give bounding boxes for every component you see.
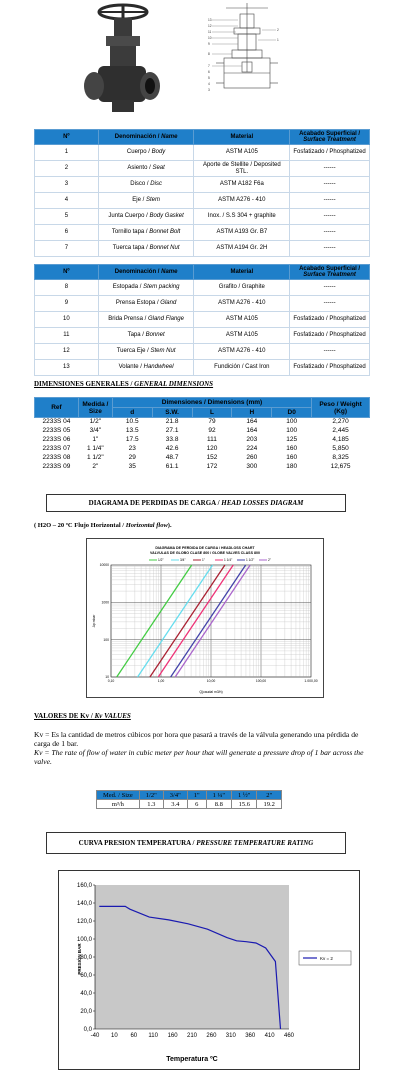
cell-no: 5	[35, 209, 99, 225]
table-row	[35, 241, 370, 257]
cell-material: ASTM A182 F6a	[194, 177, 290, 193]
cell-surface: Fosfatizado / Phosphatized	[290, 328, 370, 344]
cell-material: Fundición / Cast Iron	[194, 360, 290, 376]
table-cell: 3/4"	[89, 426, 102, 434]
kv-value-cell: 19.2	[257, 800, 281, 809]
drawing-number: 2	[277, 28, 279, 32]
x-tick-label: 360	[245, 1033, 256, 1039]
table-row	[35, 418, 370, 427]
cell-surface: ------	[290, 209, 370, 225]
cell-name: Asiento / Seat	[98, 161, 194, 177]
cell-material: ASTM A276 - 410	[194, 193, 290, 209]
col-header-sw: S.W.	[152, 408, 192, 418]
cell-surface: ------	[290, 161, 370, 177]
cell-no: 11	[35, 328, 99, 344]
y-tick-label: 10000	[99, 563, 109, 568]
col-header-surface: Acabado Superficial / Surface Treatment	[290, 130, 370, 145]
cell-name: Cuerpo / Body	[98, 145, 194, 161]
y-tick-label: 40,0	[80, 991, 92, 997]
x-tick-label: 60	[130, 1033, 138, 1039]
table-cell: 1 1/2"	[86, 453, 104, 461]
table-cell: 111	[207, 435, 217, 443]
table-cell: 92	[208, 426, 216, 434]
cell-material: ASTM A105	[194, 145, 290, 161]
cell-material: ASTM A105	[194, 312, 290, 328]
table-cell: 48.7	[165, 453, 179, 461]
drawing-number: 5	[208, 76, 210, 80]
x-tick-label: 10	[111, 1033, 118, 1039]
drawing-number: 10	[208, 36, 212, 40]
table-cell: 300	[246, 462, 258, 470]
legend-label: 3/4"	[180, 558, 186, 563]
table-row	[35, 209, 370, 225]
cell-material: Aporte de Stellite / Deposited STL.	[194, 161, 290, 177]
table-row	[35, 177, 370, 193]
table-cell: 164	[246, 418, 258, 425]
kv-header-cell: 1 ¼"	[206, 791, 231, 800]
cell-material: Inox. / S.S 304 + graphite	[194, 209, 290, 225]
table-cell: 61.1	[165, 462, 179, 470]
x-tick-label: 310	[225, 1033, 236, 1039]
table-cell: 180	[286, 462, 298, 470]
col-header-name: Denominación / Name	[98, 265, 194, 280]
table-row	[35, 328, 370, 344]
table-cell: 120	[206, 444, 218, 452]
table-cell: 260	[246, 453, 258, 461]
table-cell: 100	[286, 418, 298, 425]
table-cell: 125	[286, 435, 298, 443]
kv-value-row	[97, 800, 282, 809]
cell-material: ASTM A194 Gr. 2H	[194, 241, 290, 257]
legend-label: 2"	[268, 558, 271, 563]
cell-name: Tuerca Eje / Stem Nut	[98, 344, 194, 360]
cell-surface: ------	[290, 193, 370, 209]
drawing-number: 6	[208, 70, 210, 74]
table-cell: 2,445	[332, 426, 349, 434]
drawing-number: 13	[208, 18, 212, 22]
table-cell: 2233S 08	[42, 453, 71, 461]
cell-name: Disco / Disc	[98, 177, 194, 193]
kv-definition-es: Kv = Es la cantidad de metros cúbicos por hora que pasará a través de la válvula generando una pérdida de carga de 1 bar.	[34, 730, 359, 748]
col-header-size: Medida / Size	[78, 398, 112, 418]
x-tick-label: 460	[283, 1033, 295, 1039]
table-row	[35, 360, 370, 376]
cell-no: 4	[35, 193, 99, 209]
cell-no: 1	[35, 145, 99, 161]
col-header-material: Material	[194, 130, 290, 145]
table-cell: 2"	[92, 462, 99, 470]
x-tick-label: 1,00	[157, 679, 165, 683]
legend-label: 1 1/4"	[224, 558, 233, 563]
col-header-name: Denominación / Name	[98, 130, 194, 145]
legend-label: 1/2"	[158, 558, 164, 563]
cell-name: Prensa Estopa / Gland	[98, 296, 194, 312]
cell-name: Eje / Stem	[98, 193, 194, 209]
col-header-dimensions: Dimensiones / Dimensions (mm)	[112, 398, 311, 408]
table-cell: 79	[208, 418, 216, 425]
valve-photo	[76, 0, 164, 118]
x-tick-label: 410	[264, 1033, 275, 1039]
cell-material: ASTM A193 Gr. B7	[194, 225, 290, 241]
table-cell: 29	[128, 453, 136, 461]
pt-chart	[58, 870, 360, 1070]
table-row	[35, 193, 370, 209]
x-tick-label: 0,10	[107, 679, 115, 683]
x-tick-label: -40	[90, 1033, 100, 1039]
table-cell: 2,270	[332, 418, 349, 425]
y-tick-label: 160,0	[76, 883, 92, 889]
cell-surface: Fosfatizado / Phosphatized	[290, 145, 370, 161]
table-row	[35, 445, 370, 454]
kv-header-cell: 3/4"	[163, 791, 187, 800]
kv-heading: VALORES DE Kv / Kv VALUES	[34, 712, 131, 720]
cell-no: 9	[35, 296, 99, 312]
table-cell: 23	[128, 444, 136, 452]
x-tick-label: 160	[167, 1033, 178, 1039]
dimensions-table	[34, 397, 370, 472]
table-cell: 17.5	[125, 435, 139, 443]
y-tick-label: 0,0	[83, 1027, 92, 1033]
table-cell: 152	[206, 453, 218, 461]
table-cell: 12,675	[330, 462, 351, 470]
cell-no: 3	[35, 177, 99, 193]
table-cell: 35	[128, 462, 136, 470]
x-tick-label: 100,00	[255, 679, 267, 683]
table-cell: 1/2"	[89, 418, 102, 425]
cell-surface: ------	[290, 344, 370, 360]
dimensions-heading: DIMENSIONES GENERALES / GENERAL DIMENSIONS	[34, 380, 214, 388]
cell-name: Tuerca tapa / Bonnet Nut	[98, 241, 194, 257]
series-line	[175, 565, 250, 677]
cell-name: Estopada / Stem packing	[98, 280, 194, 296]
cell-no: 8	[35, 280, 99, 296]
col-header-ref: Ref	[35, 398, 79, 418]
cell-name: Volante / Handwheel	[98, 360, 194, 376]
cell-surface: Fosfatizado / Phosphatized	[290, 360, 370, 376]
cell-no: 10	[35, 312, 99, 328]
kv-value-cell: 15.6	[232, 800, 257, 809]
table-row	[35, 427, 370, 436]
drawing-number: 1	[277, 38, 279, 42]
table-row	[35, 296, 370, 312]
col-header-l: L	[192, 408, 232, 418]
series-line	[158, 565, 233, 677]
x-tick-label: 210	[186, 1033, 198, 1039]
x-tick-label: 10,00	[206, 679, 216, 683]
pt-legend-label: Kv = 2	[320, 956, 333, 961]
cell-material: ASTM A276 - 410	[194, 296, 290, 312]
table-row	[35, 463, 370, 472]
kv-table	[96, 790, 282, 809]
pt-xlabel: Temperatura ºC	[166, 1056, 218, 1063]
table-row	[35, 145, 370, 161]
series-line	[171, 565, 246, 677]
table-cell: 5,850	[332, 444, 349, 452]
cell-surface: ------	[290, 280, 370, 296]
legend-label: 1"	[202, 558, 205, 563]
col-header-weight: Peso / Weight (Kg)	[312, 398, 370, 418]
table-cell: 2233S 06	[42, 435, 71, 443]
cell-material: ASTM A105	[194, 328, 290, 344]
table-row	[35, 454, 370, 463]
cell-surface: ------	[290, 241, 370, 257]
cell-no: 12	[35, 344, 99, 360]
col-header-d0: D0	[272, 408, 312, 418]
valve-section-drawing	[206, 0, 282, 100]
table-cell: 2233S 07	[42, 444, 71, 452]
legend-label: 1 1/2"	[246, 558, 255, 563]
kv-value-cell: 3.4	[163, 800, 187, 809]
drawing-number: 3	[208, 88, 210, 92]
cell-surface: ------	[290, 177, 370, 193]
headloss-xlabel: Q(caudal m3/h)	[199, 690, 223, 694]
table-cell: 13.5	[125, 426, 139, 434]
table-header-row	[35, 130, 370, 145]
table-cell: 42.6	[165, 444, 179, 452]
series-line	[138, 565, 213, 677]
drawing-number: 9	[208, 42, 210, 46]
table-cell: 172	[206, 462, 218, 470]
headloss-chart-subtitle: VALVULAS DE GLOBO CLASE 800 / GLOBE VALVES CLASS 800	[150, 551, 260, 555]
cell-material: ASTM A276 - 410	[194, 344, 290, 360]
table-cell: 1 1/4"	[86, 444, 104, 452]
table-row	[35, 436, 370, 445]
table-cell: 4,185	[332, 435, 349, 443]
kv-header-cell: 1/2"	[139, 791, 163, 800]
pt-title-box: CURVA PRESION TEMPERATURA / PRESSURE TEMPERATURE RATING	[46, 832, 346, 854]
kv-definition-en: Kv = The rate of flow of water in cubic meter per hour that will generate a pressure drop of 1 bar across the valve.	[34, 748, 364, 766]
table-cell: 2233S 09	[42, 462, 71, 470]
headloss-note: ( H2O – 20 ºC Flujo Horizontal / Horizontal flow).	[34, 522, 172, 529]
drawing-number: 4	[208, 82, 210, 86]
col-header-d: d	[112, 408, 152, 418]
drawing-number: 11	[208, 30, 212, 34]
drawing-number: 8	[208, 52, 210, 56]
headloss-chart	[86, 538, 324, 698]
table-cell: 2233S 04	[42, 418, 71, 425]
cell-surface: ------	[290, 225, 370, 241]
table-cell: 33.8	[165, 435, 179, 443]
col-header-surface: Acabado Superficial / Surface Treatment	[290, 265, 370, 280]
kv-header-cell: 1 ½"	[232, 791, 257, 800]
cell-surface: Fosfatizado / Phosphatized	[290, 312, 370, 328]
cell-no: 13	[35, 360, 99, 376]
table-cell: 21.8	[165, 418, 179, 425]
y-tick-label: 1000	[101, 600, 109, 605]
table-cell: 160	[286, 444, 298, 452]
cell-no: 7	[35, 241, 99, 257]
col-header-h: H	[232, 408, 272, 418]
cell-name: Brida Prensa / Gland Flange	[98, 312, 194, 328]
cell-name: Junta Cuerpo / Body Gasket	[98, 209, 194, 225]
headloss-ylabel: Δp mbar	[92, 614, 96, 628]
headloss-chart-title: DIAGRAMA DE PERDIDA DE CARGA / HEADLOSS CHART	[155, 546, 255, 550]
materials-table-1	[34, 129, 370, 257]
table-cell: 203	[246, 435, 258, 443]
cell-surface: ------	[290, 296, 370, 312]
table-cell: 10.5	[125, 418, 139, 425]
drawing-number: 7	[208, 64, 210, 68]
y-tick-label: 100	[103, 637, 109, 642]
drawing-number: 12	[208, 24, 212, 28]
table-row	[35, 280, 370, 296]
table-row	[35, 161, 370, 177]
table-cell: 160	[286, 453, 298, 461]
kv-header-row	[97, 791, 282, 800]
y-tick-label: 20,0	[80, 1009, 92, 1015]
table-cell: 8,325	[332, 453, 349, 461]
x-tick-label: 1.000,00	[304, 679, 318, 683]
col-header-material: Material	[194, 265, 290, 280]
table-cell: 224	[246, 444, 258, 452]
col-header-no: Nº	[35, 265, 99, 280]
table-header-row	[35, 265, 370, 280]
col-header-no: Nº	[35, 130, 99, 145]
y-tick-label: 10	[105, 675, 109, 680]
cell-no: 6	[35, 225, 99, 241]
headloss-title-box: DIAGRAMA DE PERDIDAS DE CARGA / HEAD LOSSES DIAGRAM	[46, 494, 346, 512]
table-row	[35, 312, 370, 328]
cell-no: 2	[35, 161, 99, 177]
table-row	[35, 344, 370, 360]
y-tick-label: 140,0	[76, 901, 92, 907]
table-cell: 100	[286, 426, 298, 434]
y-tick-label: 80,0	[80, 955, 92, 961]
table-row	[35, 225, 370, 241]
materials-table-2	[34, 264, 370, 376]
table-cell: 2233S 05	[42, 426, 71, 434]
kv-header-cell: Med. / Size	[97, 791, 140, 800]
kv-value-cell: 1.3	[139, 800, 163, 809]
kv-value-cell: m³/h	[97, 800, 140, 809]
kv-header-cell: 2"	[257, 791, 281, 800]
table-cell: 1"	[92, 435, 99, 443]
kv-value-cell: 8.8	[206, 800, 231, 809]
cell-material: Grafito / Graphite	[194, 280, 290, 296]
x-tick-label: 110	[148, 1033, 158, 1039]
y-tick-label: 60,0	[80, 973, 92, 979]
series-line	[117, 565, 192, 677]
cell-name: Tapa / Bonnet	[98, 328, 194, 344]
pt-ylabel: PRESIÓN BAR	[77, 943, 82, 975]
cell-name: Tornillo tapa / Bonnet Bolt	[98, 225, 194, 241]
table-cell: 164	[246, 426, 258, 434]
kv-header-cell: 1"	[187, 791, 206, 800]
x-tick-label: 260	[206, 1033, 217, 1039]
y-tick-label: 120,0	[76, 919, 92, 925]
y-tick-label: 100,0	[76, 937, 92, 943]
kv-value-cell: 6	[187, 800, 206, 809]
table-cell: 27.1	[165, 426, 179, 434]
